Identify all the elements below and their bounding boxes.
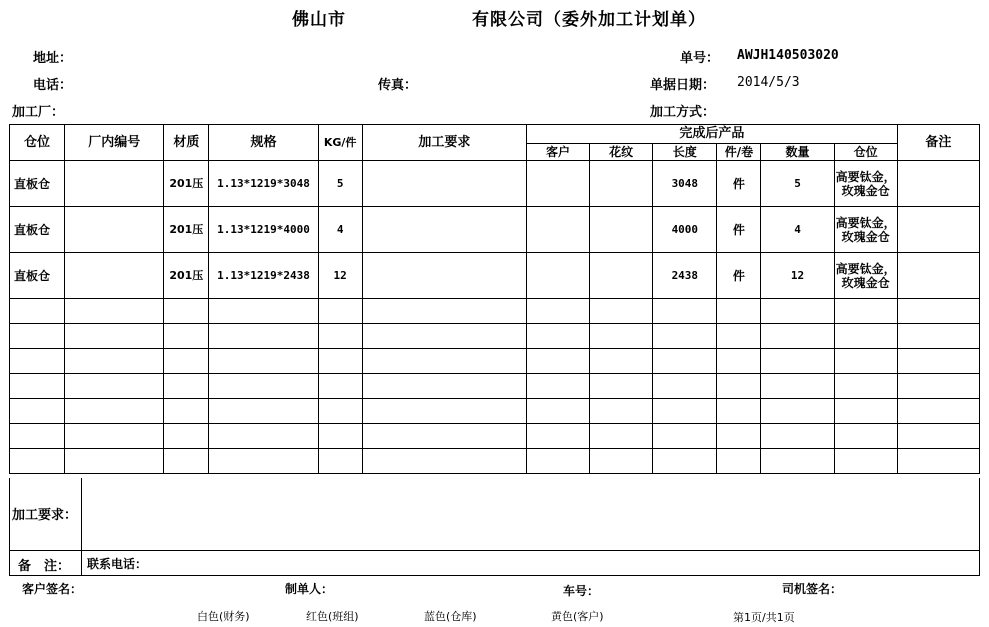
method-label: 加工方式： [650, 105, 716, 120]
cell-pattern [590, 207, 653, 253]
contact-phone-label: 联系电话： [87, 557, 148, 571]
cell-requirement [362, 253, 526, 299]
copy-blue: 蓝色(仓库) [424, 610, 477, 623]
maker-label: 制单人： [285, 582, 334, 596]
cell-spec: 1.13*1219*4000 [209, 207, 318, 253]
cell-unit: 件 [717, 161, 761, 207]
order-no-label: 单号： [680, 51, 720, 66]
cell-remark [897, 253, 979, 299]
col-kg-per: KG/件 [318, 125, 362, 161]
empty-row [10, 449, 980, 474]
cell-qty: 12 [761, 253, 834, 299]
cell-location: 高要钛金，玫瑰金仓 [834, 253, 897, 299]
cell-factory-code [65, 161, 164, 207]
process-req-label: 加工要求： [12, 508, 78, 523]
plan-table [9, 124, 980, 474]
col-customer: 客户 [527, 144, 590, 161]
order-no-value: AWJH140503020 [737, 48, 839, 63]
process-requirement-box [9, 478, 980, 551]
col-length: 长度 [653, 144, 717, 161]
address-label: 地址： [33, 51, 73, 66]
col-factory-code: 厂内编号 [65, 125, 164, 161]
table-row [10, 253, 980, 299]
cell-material: 201压 [164, 253, 209, 299]
col-pattern: 花纹 [590, 144, 653, 161]
cell-location: 高要钛金，玫瑰金仓 [834, 207, 897, 253]
title-city: 佛山市 [292, 10, 346, 30]
cell-unit: 件 [717, 253, 761, 299]
cell-unit: 件 [717, 207, 761, 253]
col-warehouse: 仓位 [10, 125, 65, 161]
customer-sign-label: 客户签名： [22, 582, 83, 596]
empty-row [10, 374, 980, 399]
col-unit: 件/卷 [717, 144, 761, 161]
cell-spec: 1.13*1219*3048 [209, 161, 318, 207]
cell-warehouse: 直板仓 [10, 207, 65, 253]
copy-red: 红色(班组) [306, 610, 359, 623]
cell-warehouse: 直板仓 [10, 253, 65, 299]
cell-pattern [590, 161, 653, 207]
cell-warehouse: 直板仓 [10, 161, 65, 207]
cell-length: 3048 [653, 161, 717, 207]
cell-qty: 4 [761, 207, 834, 253]
col-spec: 规格 [209, 125, 318, 161]
page-indicator: 第1页/共1页 [733, 611, 795, 624]
cell-material: 201压 [164, 207, 209, 253]
driver-sign-label: 司机签名： [782, 582, 843, 596]
table-row [10, 161, 980, 207]
empty-row [10, 299, 980, 324]
cell-customer [527, 207, 590, 253]
cell-requirement [362, 207, 526, 253]
cell-remark [897, 207, 979, 253]
car-no-label: 车号： [563, 584, 600, 598]
cell-length: 2438 [653, 253, 717, 299]
cell-remark [897, 161, 979, 207]
divider [81, 551, 82, 575]
cell-location: 高要钛金，玫瑰金仓 [834, 161, 897, 207]
empty-row [10, 424, 980, 449]
col-qty: 数量 [761, 144, 834, 161]
cell-customer [527, 161, 590, 207]
col-finished-group: 完成后产品 [527, 125, 898, 144]
table-row [10, 207, 980, 253]
empty-row [10, 349, 980, 374]
copy-white: 白色(财务) [197, 610, 250, 623]
cell-pattern [590, 253, 653, 299]
cell-factory-code [65, 207, 164, 253]
fax-label: 传真： [378, 78, 418, 93]
cell-qty: 5 [761, 161, 834, 207]
empty-row [10, 399, 980, 424]
remark-label: 备 注： [18, 559, 71, 574]
date-value: 2014/5/3 [737, 75, 800, 90]
cell-material: 201压 [164, 161, 209, 207]
cell-kg-per: 12 [318, 253, 362, 299]
cell-customer [527, 253, 590, 299]
phone-label: 电话： [33, 78, 73, 93]
col-requirement: 加工要求 [362, 125, 526, 161]
factory-label: 加工厂： [12, 105, 65, 120]
remark-box [9, 551, 980, 576]
divider [81, 478, 82, 550]
empty-row [10, 324, 980, 349]
cell-factory-code [65, 253, 164, 299]
copy-yellow: 黄色(客户) [551, 610, 604, 623]
col-remark: 备注 [897, 125, 979, 161]
cell-length: 4000 [653, 207, 717, 253]
cell-requirement [362, 161, 526, 207]
cell-kg-per: 4 [318, 207, 362, 253]
date-label: 单据日期： [650, 78, 716, 93]
document-title: 有限公司（委外加工计划单） [472, 10, 706, 30]
cell-spec: 1.13*1219*2438 [209, 253, 318, 299]
col-location: 仓位 [834, 144, 897, 161]
col-material: 材质 [164, 125, 209, 161]
cell-kg-per: 5 [318, 161, 362, 207]
